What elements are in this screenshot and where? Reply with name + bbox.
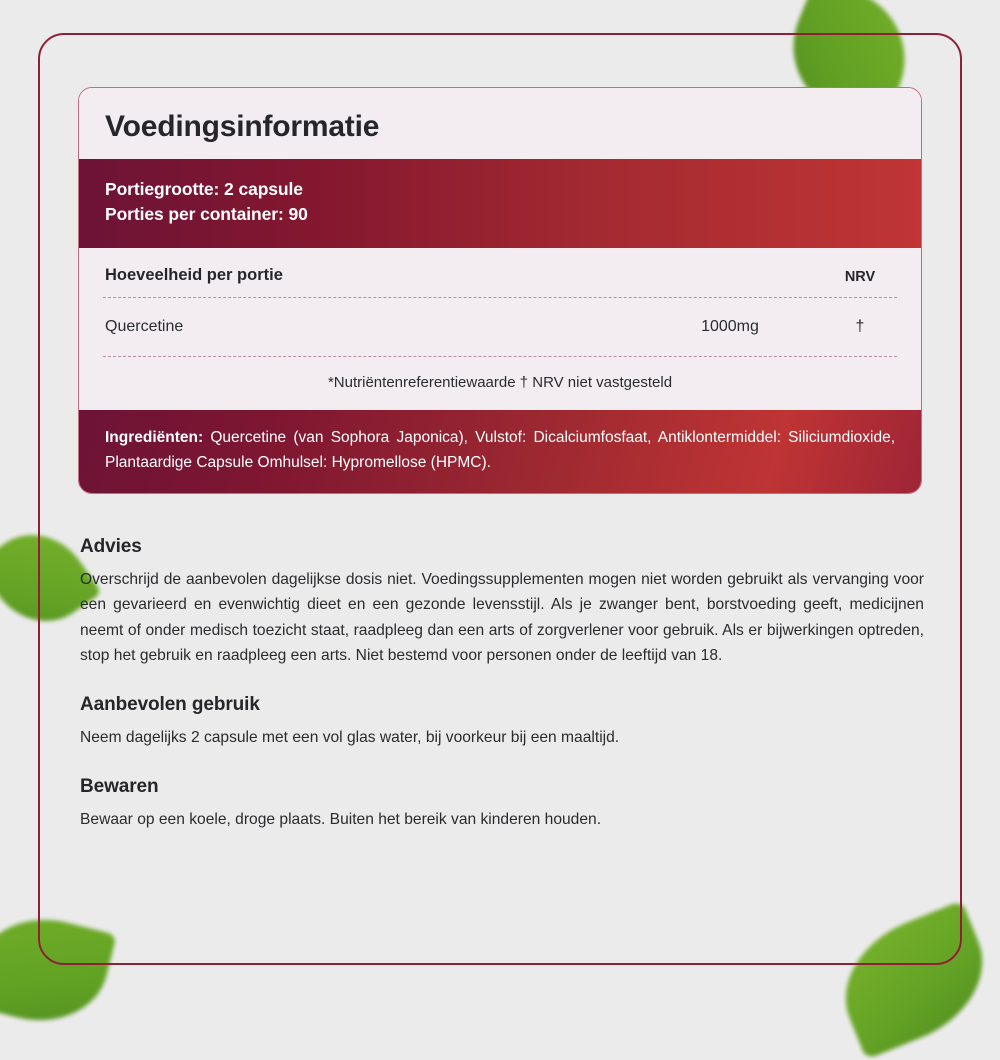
- section-heading-advies: Advies: [80, 536, 142, 557]
- section-body-bewaren: Bewaar op een koele, droge plaats. Buiten het bereik van kinderen houden.: [80, 811, 602, 829]
- table-row: [79, 298, 921, 356]
- column-header-nrv: NRV: [844, 268, 876, 285]
- nutrient-amount: 1000mg: [701, 317, 759, 335]
- section-heading-aanbevolen-gebruik: Aanbevolen gebruik: [80, 694, 260, 715]
- column-header-amount-per-serving: Hoeveelheid per portie: [105, 265, 283, 284]
- nutrition-information-card: [78, 87, 922, 494]
- nutrient-nrv-value: †: [855, 317, 865, 335]
- ingredients-text: Quercetine (van Sophora Japonica), Vulstof: Dicalciumfosfaat, Antiklontermiddel: Siliciumdioxide, Plantaardige Capsule Omhulsel: Hypromellose (HPMC).: [105, 428, 895, 471]
- information-sections: [80, 536, 924, 837]
- nutrition-card-header: [79, 88, 921, 159]
- serving-size-label: Portiegrootte: 2 capsule: [105, 179, 303, 199]
- section-heading-bewaren: Bewaren: [80, 776, 159, 798]
- section-bewaren: [80, 776, 924, 832]
- ingredients-band: [79, 410, 921, 493]
- nutrient-table-header: [79, 248, 921, 297]
- section-aanbevolen-gebruik: [80, 694, 924, 750]
- nutrient-name: Quercetine: [105, 317, 184, 335]
- serving-info-band: [79, 159, 921, 248]
- servings-per-container-label: Porties per container: 90: [105, 204, 308, 225]
- nrv-footnote: *Nutriëntenreferentiewaarde † NRV niet vastgesteld: [79, 357, 921, 410]
- page-title: Voedingsinformatie: [105, 110, 380, 143]
- section-body-advies: Overschrijd de aanbevolen dagelijkse dosis niet. Voedingssupplementen mogen niet worden gebruikt als vervanging voor een gevarieerd en evenwichtig dieet en een gezonde levensstijl. Als je zwanger bent, borstvoeding geeft, medicijnen neemt of onder medisch toezicht staat, raadpleeg dan een arts of zorgverlener voor gebruik. Als er bijwerkingen optreden, stop het gebruik en raadpleeg een arts. Niet bestemd voor personen onder de leeftijd van 18.: [80, 571, 924, 664]
- section-advies: [80, 536, 924, 668]
- ingredients-label: Ingrediënten:: [105, 428, 204, 446]
- section-body-aanbevolen-gebruik: Neem dagelijks 2 capsule met een vol glas water, bij voorkeur bij een maaltijd.: [80, 729, 620, 746]
